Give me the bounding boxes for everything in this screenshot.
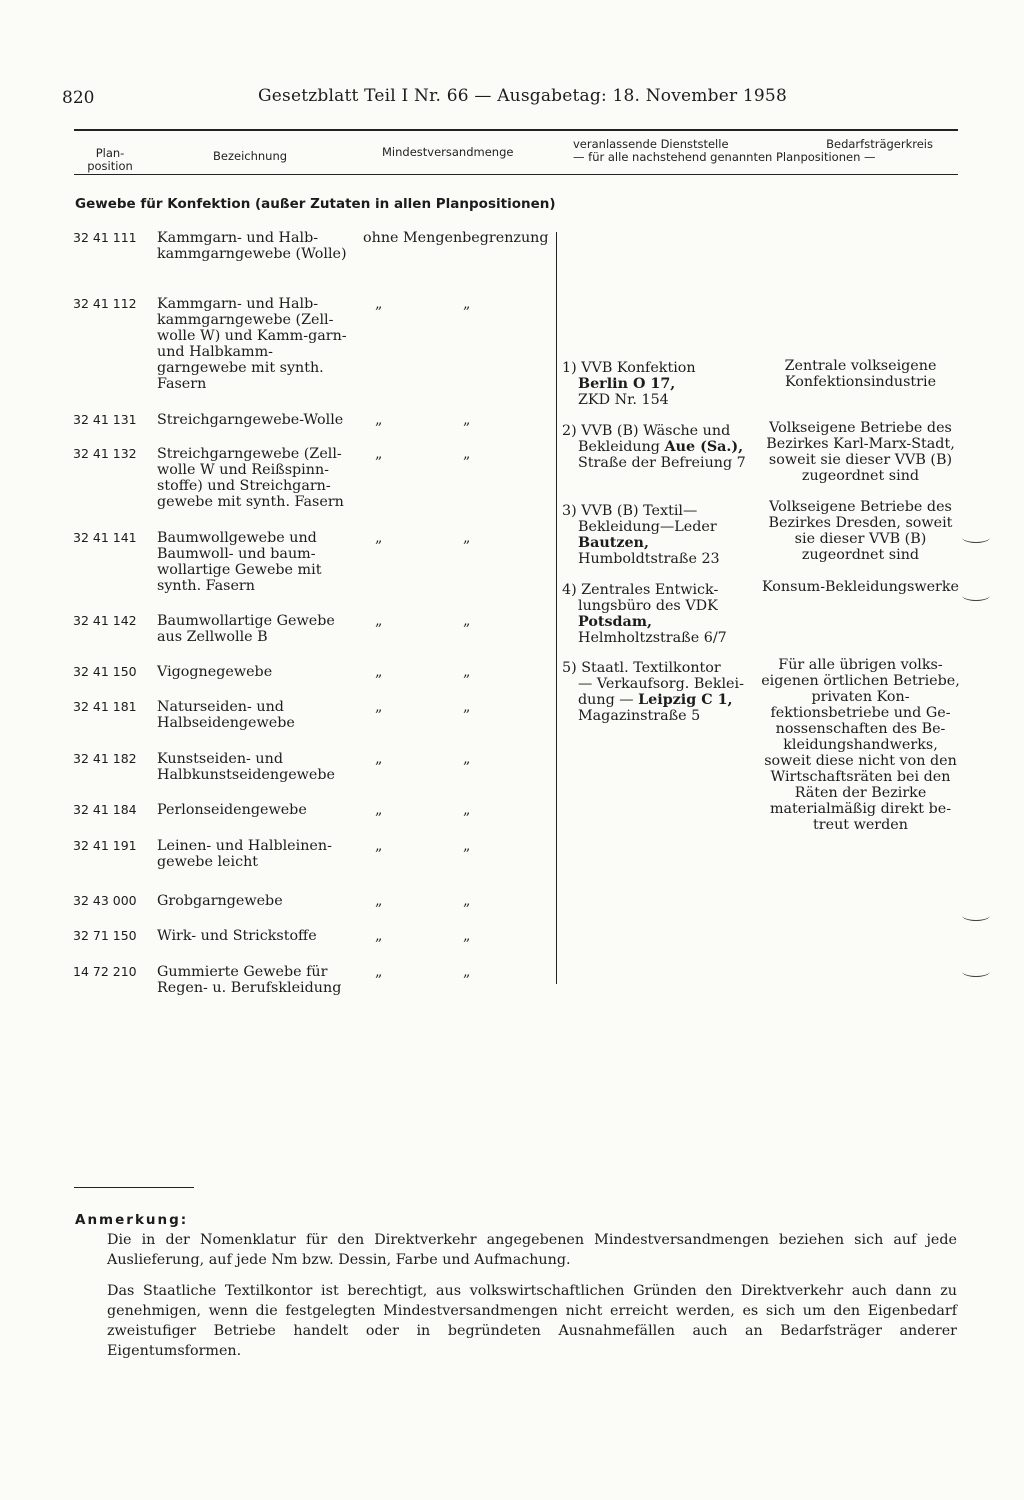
dienststelle-line	[562, 439, 752, 455]
row-ditto: „	[375, 893, 383, 909]
row-position: 32 41 142	[73, 613, 137, 628]
margin-mark	[962, 532, 990, 543]
bedarfstraegerkreis-4: Konsum-Bekleidungswerke	[762, 579, 959, 595]
row-bezeichnung: Baumwollgewebe und Baumwoll- und baum-wollartige Gewebe mit synth. Fasern	[157, 530, 322, 594]
dienststelle-city: Aue (Sa.),	[664, 439, 744, 455]
row-position: 14 72 210	[73, 964, 137, 979]
row-ditto: „	[375, 802, 383, 818]
margin-mark	[962, 966, 990, 977]
header-rule-bottom	[74, 174, 958, 175]
row-ditto: „	[375, 446, 383, 462]
row-bezeichnung: Kammgarn- und Halb-kammgarngewebe (Zell-wolle W) und Kamm-garn- und Halbkamm-garngewebe mit synth. Fasern	[157, 296, 347, 392]
dienststelle-line	[562, 614, 752, 630]
row-bezeichnung: Kammgarn- und Halb-kammgarngewebe (Wolle)	[157, 230, 347, 262]
anmerkung-title: Anmerkung:	[75, 1212, 189, 1228]
col-planposition	[70, 147, 150, 173]
row-ditto: „	[463, 751, 471, 767]
margin-mark	[962, 590, 990, 601]
dienststelle-line: 4) Zentrales Entwick-	[562, 582, 719, 598]
row-position: 32 41 112	[73, 296, 137, 311]
row-ditto: „	[463, 928, 471, 944]
row-position: 32 41 184	[73, 802, 137, 817]
dienststelle-line: Straße der Befreiung 7	[578, 455, 746, 471]
dienststelle-line: 1) VVB Konfektion	[562, 360, 696, 376]
dienststelle-city: Leipzig C 1,	[638, 692, 733, 708]
bedarfstraegerkreis-2: Volkseigene Betriebe des Bezirkes Karl-Marx-Stadt, soweit sie dieser VVB (B) zugeordnet sind	[766, 420, 955, 484]
row-position: 32 41 182	[73, 751, 137, 766]
section-title: Gewebe für Konfektion (außer Zutaten in allen Planpositionen)	[75, 196, 556, 212]
dienststelle-line: Helmholtzstraße 6/7	[578, 630, 727, 646]
dienststelle-4	[562, 582, 752, 646]
row-position: 32 43 000	[73, 893, 137, 908]
row-ditto: „	[375, 751, 383, 767]
bedarfstraegerkreis-1: Zentrale volkseigene Konfektionsindustrie	[784, 358, 937, 390]
header-rule-top	[74, 129, 958, 131]
row-ditto: „	[375, 296, 383, 312]
row-ditto: „	[463, 802, 471, 818]
row-bezeichnung: Baumwollartige Gewebe aus Zellwolle B	[157, 613, 335, 645]
row-bezeichnung: Vigognegewebe	[157, 664, 273, 680]
row-ditto: „	[463, 446, 471, 462]
col-plan-line2: position	[87, 159, 133, 173]
footnote-rule	[74, 1187, 194, 1188]
row-ditto: „	[375, 928, 383, 944]
dienststelle-line	[562, 692, 752, 708]
row-position: 32 41 191	[73, 838, 137, 853]
dienststelle-line: Humboldtstraße 23	[578, 551, 720, 567]
row-ditto: „	[463, 699, 471, 715]
row-position: 32 41 150	[73, 664, 137, 679]
dienststelle-line: Bekleidung—Leder	[578, 519, 717, 535]
col-dienststelle-bedarf	[573, 138, 933, 164]
row-position: 32 41 141	[73, 530, 137, 545]
row-bezeichnung: Wirk- und Strickstoffe	[157, 928, 317, 944]
row-mindest: ohne Mengenbegrenzung	[363, 230, 549, 246]
col-dienststelle: veranlassende Dienststelle	[573, 137, 729, 151]
row-position: 32 41 131	[73, 412, 137, 427]
dienststelle-line: — Verkaufsorg. Beklei-	[578, 676, 744, 692]
page-number: 820	[62, 88, 95, 108]
dienststelle-line: Magazinstraße 5	[578, 708, 701, 724]
dienststelle-line: 2) VVB (B) Wäsche und	[562, 423, 731, 439]
row-ditto: „	[463, 838, 471, 854]
col-dienst-note: — für alle nachstehend genannten Planpositionen —	[573, 150, 876, 164]
anmerkung-paragraph-2: Das Staatliche Textilkontor ist berechtigt, aus volkswirtschaftlichen Gründen den Direktverkehr auch dann zu genehmigen, wenn die festgelegten Mindestversandmengen nicht erreicht werden, es sich um den Eigenbedarf zweistufiger Betriebe handelt oder in begründeten Ausnahmefällen auch an Bedarfsträger anderer Eigentumsformen.	[107, 1283, 957, 1359]
row-bezeichnung: Gummierte Gewebe für Regen- u. Berufskleidung	[157, 964, 342, 996]
dienststelle-city: Potsdam,	[578, 614, 652, 630]
row-ditto: „	[375, 613, 383, 629]
dienststelle-3	[562, 503, 752, 567]
row-position: 32 41 132	[73, 446, 137, 461]
dienststelle-line: 3) VVB (B) Textil—	[562, 503, 698, 519]
row-ditto: „	[375, 530, 383, 546]
row-bezeichnung: Leinen- und Halbleinen-gewebe leicht	[157, 838, 332, 870]
row-bezeichnung: Kunstseiden- und Halbkunstseidengewebe	[157, 751, 335, 783]
dienststelle-text: Bekleidung	[578, 439, 660, 455]
grouping-bracket	[552, 232, 557, 984]
row-ditto: „	[375, 964, 383, 980]
row-bezeichnung: Perlonseidengewebe	[157, 802, 307, 818]
col-bezeichnung: Bezeichnung	[213, 149, 288, 163]
row-ditto: „	[463, 613, 471, 629]
row-ditto: „	[463, 296, 471, 312]
col-bedarfstraegerkreis: Bedarfsträgerkreis	[826, 137, 933, 151]
bedarfstraegerkreis-3: Volkseigene Betriebe des Bezirkes Dresden, soweit sie dieser VVB (B) zugeordnet sind	[768, 499, 953, 563]
dienststelle-text: dung —	[578, 692, 634, 708]
dienststelle-city: Berlin O 17,	[578, 376, 676, 392]
dienststelle-line	[562, 376, 752, 392]
col-mindestversandmenge: Mindestversandmenge	[382, 145, 514, 159]
running-head: Gesetzblatt Teil I Nr. 66 — Ausgabetag: 18. November 1958	[258, 86, 787, 106]
row-bezeichnung: Streichgarngewebe-Wolle	[157, 412, 344, 428]
anmerkung-paragraph-1: Die in der Nomenklatur für den Direktverkehr angegebenen Mindestversandmengen beziehen sich auf jede Auslieferung, auf jede Nm bzw. Dessin, Farbe und Aufmachung.	[107, 1232, 957, 1268]
row-ditto: „	[375, 664, 383, 680]
dienststelle-city: Bautzen,	[578, 535, 649, 551]
row-ditto: „	[463, 893, 471, 909]
row-position: 32 41 111	[73, 230, 137, 245]
row-ditto: „	[463, 412, 471, 428]
row-ditto: „	[463, 964, 471, 980]
row-bezeichnung: Streichgarngewebe (Zell-wolle W und Reißspinn-stoffe) und Streichgarn-gewebe mit synth. Fasern	[157, 446, 344, 510]
row-ditto: „	[463, 530, 471, 546]
row-position: 32 71 150	[73, 928, 137, 943]
dienststelle-line	[562, 535, 752, 551]
dienststelle-1	[562, 360, 752, 408]
row-ditto: „	[375, 412, 383, 428]
dienststelle-5	[562, 660, 752, 724]
col-plan-line1: Plan-	[95, 146, 125, 160]
row-ditto: „	[463, 664, 471, 680]
row-position: 32 41 181	[73, 699, 137, 714]
dienststelle-line: 5) Staatl. Textilkontor	[562, 660, 721, 676]
dienststelle-line: lungsbüro des VDK	[578, 598, 718, 614]
row-bezeichnung: Naturseiden- und Halbseidengewebe	[157, 699, 295, 731]
bedarfstraegerkreis-5: Für alle übrigen volks-eigenen örtlichen Betriebe, privaten Kon-fektionsbetriebe und Ge-nossenschaften des Be-kleidungshandwerks, soweit diese nicht von den Wirtschaftsräten bei den Räten der Bezirke materialmäßig direkt be-treut werden	[761, 657, 960, 833]
row-bezeichnung: Grobgarngewebe	[157, 893, 283, 909]
dienststelle-line: ZKD Nr. 154	[578, 392, 669, 408]
row-ditto: „	[375, 838, 383, 854]
row-ditto: „	[375, 699, 383, 715]
dienststelle-2	[562, 423, 752, 471]
margin-mark	[962, 910, 990, 921]
